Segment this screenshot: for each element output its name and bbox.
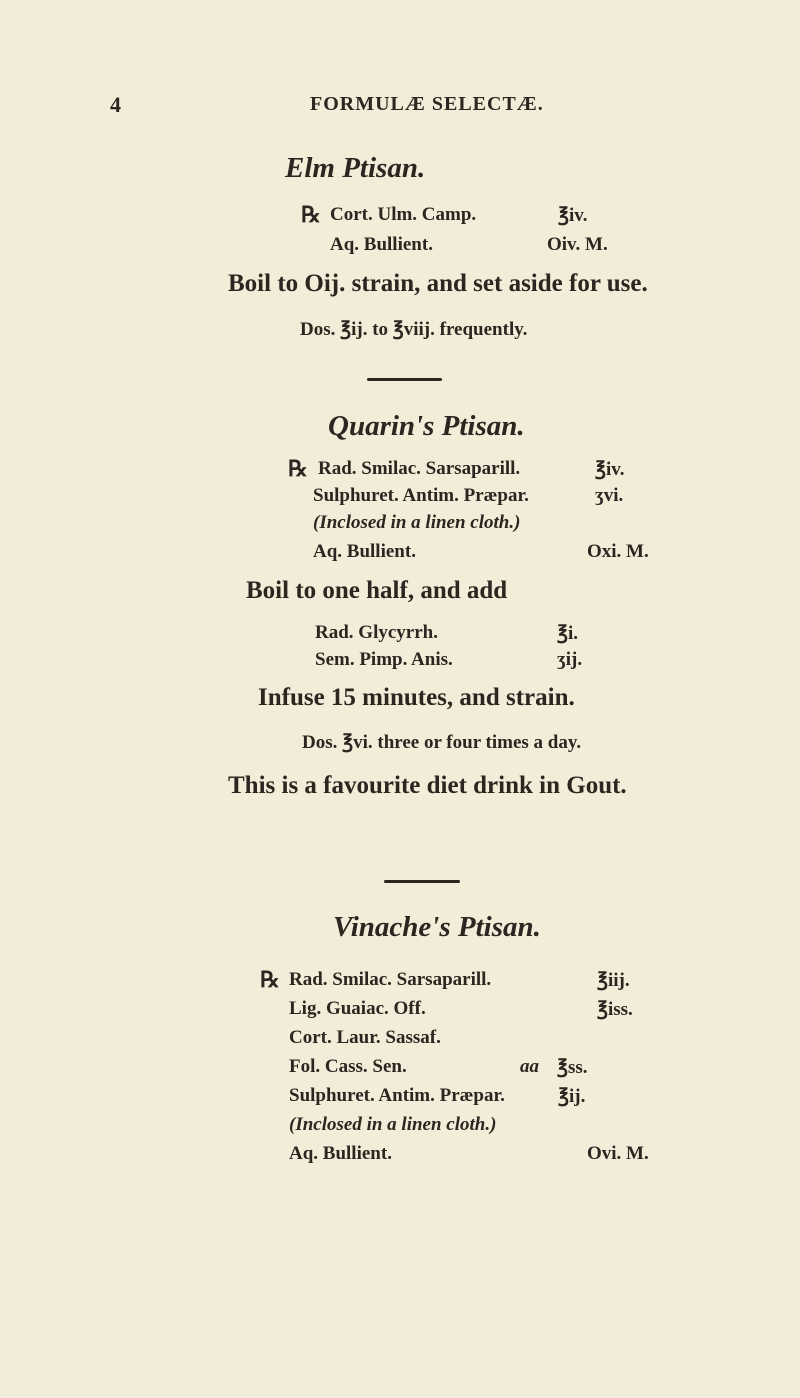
- ingredient-quantity: Oiv. M.: [547, 234, 608, 255]
- recipe-symbol: ℞: [301, 202, 321, 227]
- dose-line: Dos. ℥vi. three or four times a day.: [302, 732, 582, 753]
- section-divider: [367, 378, 442, 381]
- ingredient-quantity: Oxi. M.: [587, 541, 649, 562]
- ingredient-name: Rad. Smilac. Sarsaparill.: [289, 969, 492, 990]
- ingredient-name: Sulphuret. Antim. Præpar.: [289, 1085, 505, 1106]
- ingredient-name: Sem. Pimp. Anis.: [315, 649, 453, 670]
- ingredient-name: Rad. Glycyrrh.: [315, 622, 438, 643]
- ingredient-name: Sulphuret. Antim. Præpar.: [313, 485, 529, 506]
- dose-line: Dos. ℥ij. to ℥viij. frequently.: [300, 319, 528, 340]
- preparation-note: (Inclosed in a linen cloth.): [313, 512, 521, 533]
- each-marker: aa: [520, 1056, 539, 1077]
- ingredient-quantity: ʒvi.: [595, 485, 624, 506]
- ingredient-quantity: Ovi. M.: [587, 1143, 649, 1164]
- ingredient-name: Rad. Smilac. Sarsaparill.: [318, 458, 521, 479]
- ingredient-name: Aq. Bullient.: [330, 234, 433, 255]
- ingredient-quantity: ʒij.: [557, 649, 583, 670]
- section-divider: [384, 880, 460, 883]
- ingredient-quantity: ℥i.: [557, 623, 579, 644]
- ingredient-name: Fol. Cass. Sen.: [289, 1056, 407, 1077]
- ingredient-name: Aq. Bullient.: [313, 541, 416, 562]
- running-title: FORMULÆ SELECTÆ.: [310, 93, 544, 115]
- ingredient-name: Cort. Laur. Sassaf.: [289, 1027, 441, 1048]
- preparation-note: (Inclosed in a linen cloth.): [289, 1114, 497, 1135]
- ingredient-quantity: ℥ij.: [558, 1086, 586, 1107]
- ingredient-quantity: ℥iss.: [597, 999, 633, 1020]
- ingredient-name: Lig. Guaiac. Off.: [289, 998, 426, 1019]
- remark: This is a favourite diet drink in Gout.: [228, 772, 627, 799]
- ingredient-name: Aq. Bullient.: [289, 1143, 392, 1164]
- ingredient-quantity: ℥iv.: [595, 459, 625, 480]
- recipe-title-vinache: Vinache's Ptisan.: [333, 911, 541, 943]
- ingredient-quantity: ℥ss.: [557, 1057, 588, 1078]
- ingredient-name: Cort. Ulm. Camp.: [330, 204, 477, 225]
- instruction: Boil to one half, and add: [246, 577, 508, 604]
- recipe-title-elm: Elm Ptisan.: [285, 152, 426, 184]
- ingredient-quantity: ℥iv.: [558, 205, 588, 226]
- ingredient-quantity: ℥iij.: [597, 970, 630, 991]
- page-number: 4: [110, 92, 121, 117]
- instruction: Infuse 15 minutes, and strain.: [258, 684, 575, 711]
- recipe-title-quarin: Quarin's Ptisan.: [328, 410, 525, 442]
- instruction: Boil to Oij. strain, and set aside for use.: [228, 270, 648, 297]
- recipe-symbol: ℞: [288, 456, 308, 481]
- recipe-symbol: ℞: [260, 967, 280, 992]
